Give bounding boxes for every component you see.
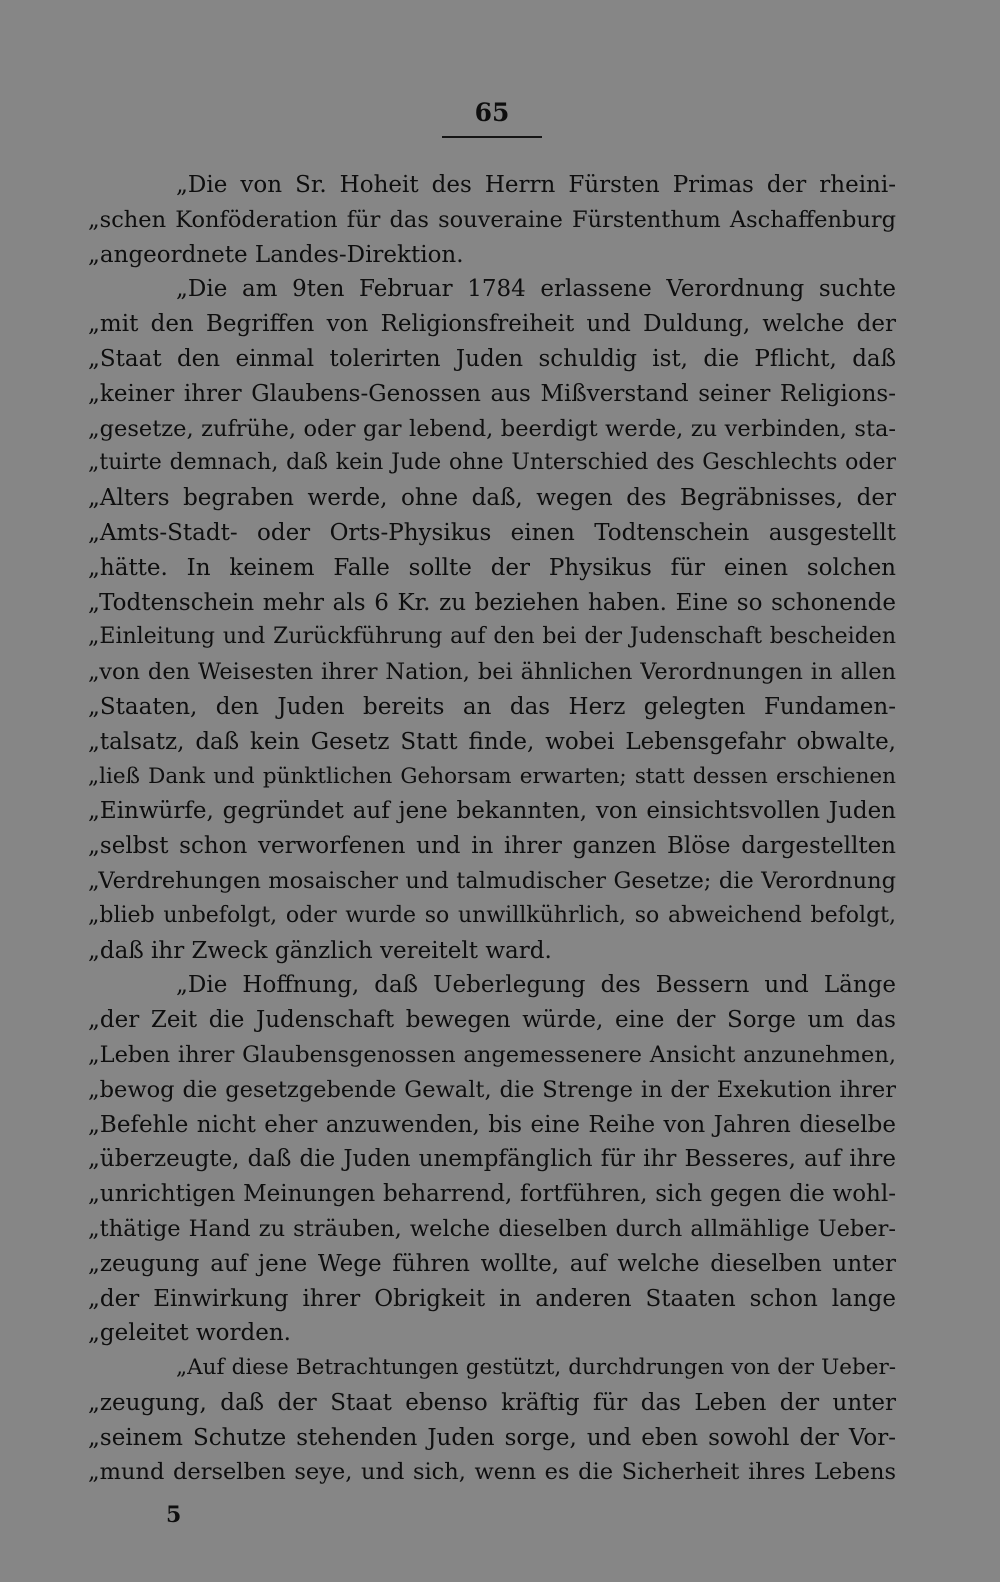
text-line: „thätige Hand zu sträuben, welche dieselben durch allmählige Ueber-: [88, 1215, 896, 1242]
text-line: „Todtenschein mehr als 6 Kr. zu beziehen haben. Eine so schonende: [88, 589, 896, 616]
text-line: „blieb unbefolgt, oder wurde so unwillkührlich, so abweichend befolgt,: [88, 902, 896, 928]
text-line: „hätte. In keinem Falle sollte der Physikus für einen solchen: [88, 554, 896, 581]
text-line: „Einleitung und Zurückführung auf den bei der Judenschaft bescheiden: [88, 624, 896, 650]
text-line: „gesetze, zufrühe, oder gar lebend, beerdigt werde, zu verbinden, sta-: [88, 415, 896, 442]
text-line: „tuirte demnach, daß kein Jude ohne Unterschied des Geschlechts oder: [88, 450, 896, 476]
text-line: „von den Weisesten ihrer Nation, bei ähnlichen Verordnungen in allen: [88, 659, 896, 686]
text-line: „zeugung, daß der Staat ebenso kräftig für das Leben der unter: [88, 1389, 896, 1416]
text-line: „bewog die gesetzgebende Gewalt, die Strenge in der Exekution ihrer: [88, 1076, 896, 1103]
text-line: „Leben ihrer Glaubensgenossen angemessenere Ansicht anzunehmen,: [88, 1041, 896, 1068]
page-number: 65: [474, 98, 510, 127]
text-line: „mit den Begriffen von Religionsfreiheit und Duldung, welche der: [88, 311, 896, 338]
text-line: „Staaten, den Juden bereits an das Herz gelegten Fundamen-: [88, 693, 896, 720]
text-line: „Amts-Stadt- oder Orts-Physikus einen Todtenschein ausgestellt: [88, 519, 896, 546]
signature-mark: 5: [166, 1502, 182, 1528]
text-line: „zeugung auf jene Wege führen wollte, auf welche dieselben unter: [88, 1250, 896, 1277]
text-line: „Die am 9ten Februar 1784 erlassene Verordnung suchte: [176, 276, 896, 303]
text-line: „Alters begraben werde, ohne daß, wegen des Begräbnisses, der: [88, 485, 896, 512]
text-line: „Befehle nicht eher anzuwenden, bis eine Reihe von Jahren dieselbe: [88, 1111, 896, 1138]
text-line: „überzeugte, daß die Juden unempfänglich für ihr Besseres, auf ihre: [88, 1146, 896, 1173]
text-line: „talsatz, daß kein Gesetz Statt finde, wobei Lebensgefahr obwalte,: [88, 728, 896, 755]
text-line: „Staat den einmal tolerirten Juden schuldig ist, die Pflicht, daß: [88, 345, 896, 372]
text-line: „seinem Schutze stehenden Juden sorge, und eben sowohl der Vor-: [88, 1424, 896, 1451]
text-line: „daß ihr Zweck gänzlich vereitelt ward.: [88, 937, 552, 964]
text-line: „der Einwirkung ihrer Obrigkeit in anderen Staaten schon lange: [88, 1285, 896, 1312]
text-line: „selbst schon verworfenen und in ihrer ganzen Blöse dargestellten: [88, 833, 896, 860]
body-text: [88, 168, 896, 1490]
text-line: „keiner ihrer Glaubens-Genossen aus Mißverstand seiner Religions-: [88, 380, 896, 407]
text-line: „Auf diese Betrachtungen gestützt, durchdrungen von der Ueber-: [176, 1355, 896, 1381]
text-line: „Verdrehungen mosaischer und talmudischer Gesetze; die Verordnung: [88, 867, 896, 894]
text-line: „angeordnete Landes-Direktion.: [88, 241, 464, 268]
text-line: „mund derselben seye, und sich, wenn es die Sicherheit ihres Lebens: [88, 1459, 896, 1486]
text-line: „geleitet worden.: [88, 1320, 291, 1347]
text-line: „ließ Dank und pünktlichen Gehorsam erwarten; statt dessen erschienen: [88, 763, 896, 789]
text-line: „Einwürfe, gegründet auf jene bekannten, von einsichtsvollen Juden: [88, 798, 896, 825]
page-number-rule: [442, 136, 542, 138]
text-line: „der Zeit die Judenschaft bewegen würde, eine der Sorge um das: [88, 1007, 896, 1034]
text-line: „Die Hoffnung, daß Ueberlegung des Bessern und Länge: [176, 972, 896, 999]
text-line: „unrichtigen Meinungen beharrend, fortführen, sich gegen die wohl-: [88, 1181, 896, 1208]
text-line: „schen Konföderation für das souveraine Fürstenthum Aschaffenburg: [88, 206, 896, 233]
text-line: „Die von Sr. Hoheit des Herrn Fürsten Primas der rheini-: [176, 172, 896, 198]
